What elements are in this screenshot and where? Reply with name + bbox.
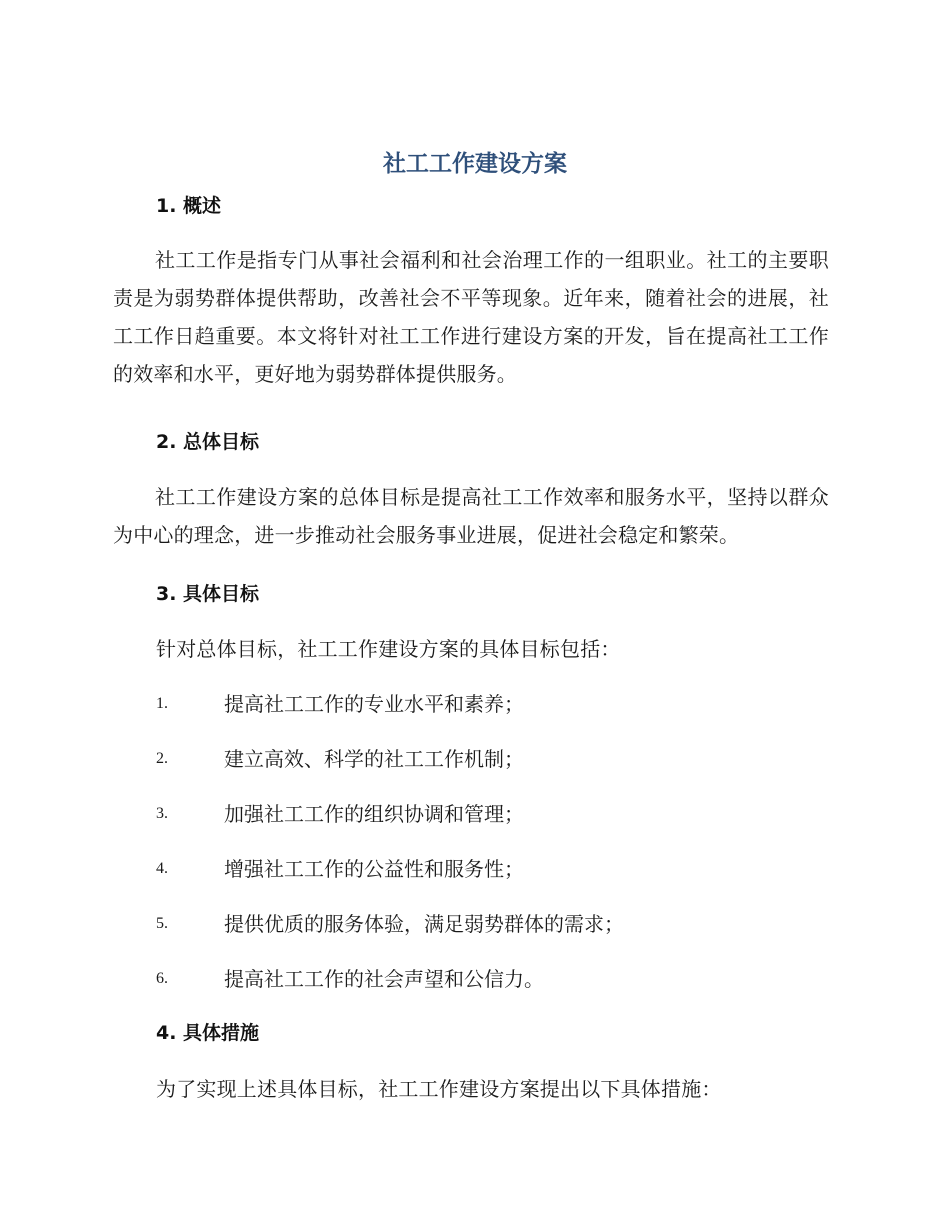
list-item-text: 增强社工工作的公益性和服务性； [224,857,524,881]
section-heading-overview: 1. 概述 [156,195,222,217]
section-heading-specific-goals: 3. 具体目标 [156,583,260,605]
list-item-number: 1. [156,695,168,712]
overall-goal-paragraph: 社工工作建设方案的总体目标是提高社工工作效率和服务水平，坚持以群众为中心的理念，进一步推动社会服务事业进展，促进社会稳定和繁荣。 [113,485,829,547]
list-item-text: 提高社工工作的专业水平和素养； [224,692,524,716]
list-item-text: 提供优质的服务体验，满足弱势群体的需求； [224,912,624,936]
list-item-text: 提高社工工作的社会声望和公信力。 [224,967,544,991]
section-heading-measures: 4. 具体措施 [156,1022,260,1044]
list-item-text: 加强社工工作的组织协调和管理； [224,802,524,826]
overview-paragraph: 社工工作是指专门从事社会福利和社会治理工作的一组职业。社工的主要职责是为弱势群体提供帮助，改善社会不平等现象。近年来，随着社会的进展，社工工作日趋重要。本文将针对社工工作进行建设方案的开发，旨在提高社工工作的效率和水平，更好地为弱势群体提供服务。 [113,248,829,386]
list-item-text: 建立高效、科学的社工工作机制； [224,747,524,771]
list-item-number: 2. [156,750,168,767]
specific-goals-intro: 针对总体目标，社工工作建设方案的具体目标包括： [156,637,621,661]
list-item-number: 5. [156,915,168,932]
list-item-number: 6. [156,970,168,987]
section-heading-overall-goal: 2. 总体目标 [156,431,260,453]
list-item-number: 4. [156,860,168,877]
document-title: 社工工作建设方案 [383,151,567,177]
list-item-number: 3. [156,805,168,822]
measures-intro: 为了实现上述具体目标，社工工作建设方案提出以下具体措施： [156,1077,722,1101]
